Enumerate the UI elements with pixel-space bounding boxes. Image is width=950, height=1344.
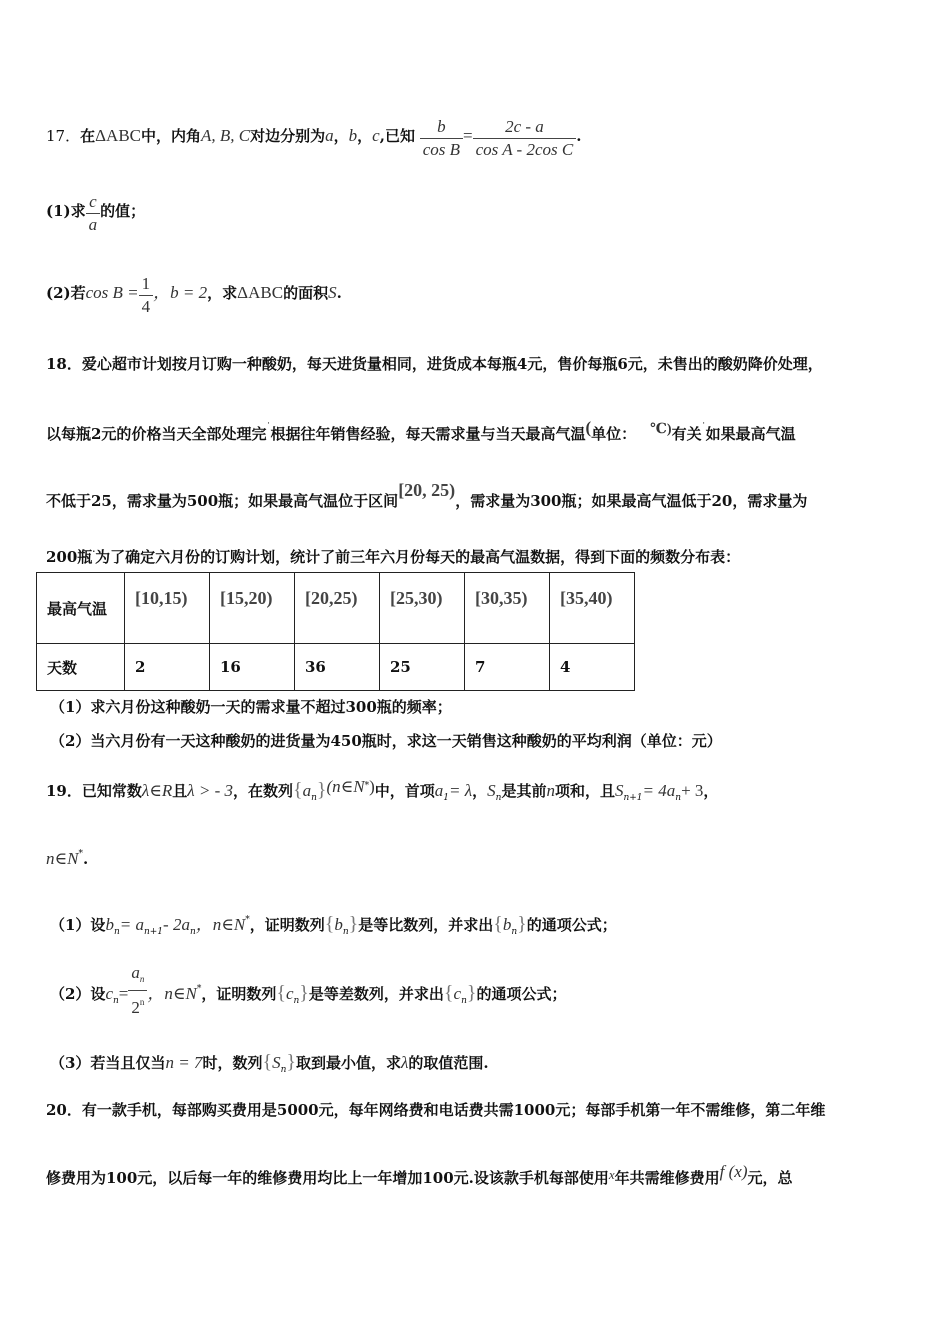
frequency-table [36,572,635,691]
interval-20-25: [20, 25) [398,480,456,500]
q17p1-fraction: $\frac{c}{a}$ [86,191,101,236]
q17-fraction-right: $\frac{2c - a}{\text{cos A - 2cos C}}$ [473,116,577,161]
q17-fraction-left: $\frac{b}{\text{cos B}}$ [420,116,463,161]
table-cell: [20,25) [305,587,358,608]
q18-line2: 以每瓶2元的价格当天全部处理完˙根据往年销售经验，每天需求量与当天最高气温(单位： ℃)有关˙如果最高气温 [46,418,796,443]
table-cell: [30,35) [475,587,528,608]
q19-stem: 19．已知常数λ∈R且λ > - 3，在数列$\{a_n\}(n\in N^*)$中，首项$a_1= \lambda$，$S_n$是其前n项和，且$S_{n+1}= 4a_n+ 3$， [46,777,719,803]
table-cell: 7 [465,644,550,691]
q19-stem-cont: n∈N*. [46,849,89,868]
table-cell: [15,20) [220,587,273,608]
q19p2-fraction: $\frac{a_n}{2^n}$ [128,962,147,1019]
q19-part2: （2）设$c_n=$ $\frac{a_n}{2^n}$ ，n∈N*，证明数列$\{c_n\}$是等差数列，并求出$\{c_n\}$的通项公式； [50,963,567,1017]
q18-part2: （2）当六月份有一天这种酸奶的进货量为450瓶时，求这一天销售这种酸奶的平均利润（单位：元） [50,732,722,750]
table-row [37,644,635,691]
q17-part1: (1)求 $\frac{c}{a}$ 的值； [46,192,146,234]
q19-part3: （3）若当且仅当n = 7时，数列$\{S_n\}$取到最小值，求λ的取值范围. [50,1051,489,1075]
table-cell: 2 [125,644,210,691]
table-header-temp: 最高气温 [37,573,125,644]
table-row [37,573,635,644]
table-cell: [35,40) [560,587,613,608]
table-cell: 4 [550,644,635,691]
table-header-days: 天数 [37,644,125,691]
q17p2-fraction: $\frac{1}{4}$ [139,273,154,318]
q20-line2: 修费用为100元，以后每一年的维修费用均比上一年增加100元.设该款手机每部使用x年共需维修费用f (x)元，总 [46,1162,793,1187]
table-cell: [10,15) [135,587,188,608]
table-cell: [25,30) [390,587,443,608]
q18-part1: （1）求六月份这种酸奶一天的需求量不超过300瓶的频率； [50,698,452,716]
table-cell: 16 [210,644,295,691]
q18-line3: 不低于25，需求量为500瓶；如果最高气温位于区间[20, 25)，需求量为300瓶；如果最高气温低于20，需求量为 [46,480,808,510]
q18-line4: 200瓶·为了确定六月份的订购计划，统计了前三年六月份每天的最高气温数据，得到下面的频数分布表： [46,546,741,566]
table-cell: 25 [380,644,465,691]
q17-part2: (2)若cos B = $\frac{1}{4}$ ，b = 2，求ΔABC的面积S. [46,274,342,316]
q18-line1: 18．爱心超市计划按月订购一种酸奶，每天进货量相同，进货成本每瓶4元，售价每瓶6元，未售出的酸奶降价处理， [46,355,823,373]
q20-line1: 20．有一款手机，每部购买费用是5000元，每年网络费和电话费共需1000元；每部手机第一年不需维修，第二年维 [46,1101,826,1119]
q19-part1: （1）设$b_n= a_{n+1}-$ $2a_n$，n∈N*，证明数列$\{b_n\}$是等比数列，并求出$\{b_n\}$的通项公式； [50,913,617,937]
table-cell: 36 [295,644,380,691]
q17-stem: 17．在ΔABC中，内角A, B, C对边分别为a，b，c,已知 $\frac{b}{\text{cos B}}$ = $\frac{2c - a}{\text{cos A - 2cos C}}$ . [46,117,582,159]
